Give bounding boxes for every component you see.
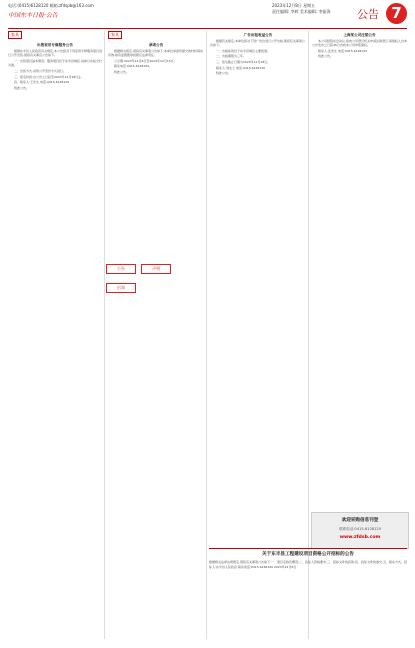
column-divider [104,31,105,639]
article-paragraph: 特此公告。 [216,71,232,76]
article-headline: 承诺公告 [148,43,164,47]
notice-title: 关于东丰县工程建设项目资格公开招标的公告 [262,552,354,557]
masthead: 中国东丰日报·公告 [8,12,58,19]
stripe-label: 启事 [106,283,136,293]
article-column-4 [312,31,407,511]
article-paragraph: 特此公告。 [114,69,130,74]
article-paragraph: 联系人:刘女士 电话:0415-6128120 [216,65,266,70]
article-paragraph: 根据有关规定,本单位拟对下列广告位进行公开出租,现将有关事项公告如下。 [210,38,305,48]
article-paragraph: 一、出售项目基本情况。服务项目位于东丰县城区,具体以实际交付为准。 [8,58,102,68]
article-paragraph: 三、报名时间:自公告之日起至2023年12月18日止。 [14,74,85,79]
column-divider [206,31,207,639]
ad-title: 欢迎采购信息刊登 [341,518,379,523]
advertisement-box [311,512,409,549]
article-paragraph: 四、联系人:王先生 电话:0415-6128120 [14,80,70,85]
article-paragraph: 特此公告。 [14,85,30,90]
article-paragraph: 根据东丰县人民政府有关规定,本公告拟对下列家用专修服务项目进行公开出售,现将有关事宜公告如下。 [8,48,102,58]
article-column-1 [8,31,102,511]
article-paragraph: 联系人:张先生 电话:0415-6128120 [318,48,368,53]
section-title: 公告 [357,8,379,21]
page-number-badge: 7 [386,3,407,24]
stripe-label: 声明 [141,264,171,274]
bidding-notice [209,548,407,641]
notice-body: 根据相关法律法规规定,现将有关事项公告如下:一、项目名称及概况;二、投标人资格要求;三、招标文件的获取;四、投标文件的递交;五、联系方式。招标人:东丰县人民政府 联系电话:0415-6128120 2023年12月8日 [209,560,407,569]
article-paragraph: 特此公告。 [318,54,334,59]
article-paragraph: 本公司经股东会决议,拟向公司登记机关申请注销登记,请债权人自本公告发布之日起45日内向本公司申报债权。 [312,38,407,48]
header-rule [8,28,407,29]
stripe-label: 公告 [106,264,136,274]
article-paragraph: 二、出租期限为三年。 [216,54,247,59]
article-paragraph: 二、出售方式:采用公开竞价方式进行。 [14,68,67,73]
category-tag: 家具 [8,31,22,39]
article-headline: 上海某公司注销公告 [343,33,376,37]
article-paragraph: 一、出租标的位于东丰县城区主要街道。 [216,48,271,53]
contact-line: 电话:(0415)6128120 邮箱:zfdspb@163.com [8,3,94,8]
article-paragraph: 三、报名截止日期为2023年12月18日。 [216,59,271,64]
article-paragraph: 联系电话:0415-6128120。 [114,64,153,69]
category-tag: 家具 [108,31,122,39]
page-header [0,0,415,30]
editor-line: 责任编辑: 李辉 美术编辑: 李振海 [272,9,331,14]
issue-date: 2023年12月8日 星期五 [272,3,316,8]
article-headline: 广告出租收益公告 [243,33,273,37]
article-paragraph: 根据相关规定,现将有关事项公告如下:本单位承诺所提交的材料真实有效,如有虚假愿承担相应法律责任。 [108,48,203,58]
article-paragraph: 公示期:2023年12月8日至2023年12月15日。 [114,58,177,63]
article-headline: 出售家用专修服务公告 [37,43,73,47]
article-column-3 [210,31,306,511]
ad-url: www.zfdsb.com [339,535,381,540]
ad-subtitle: 联系电话:0415-6128120 [338,527,382,531]
category-stripe [106,255,200,290]
